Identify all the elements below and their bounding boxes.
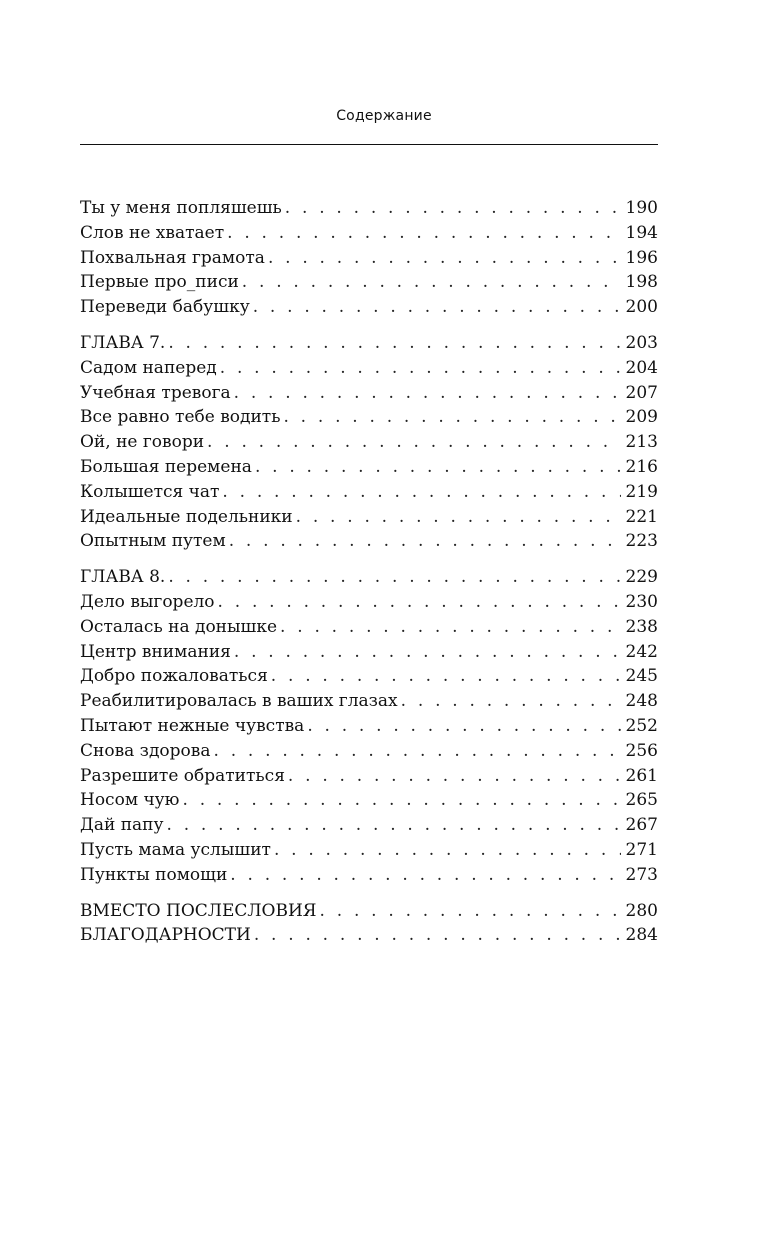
toc-dot-leader	[401, 689, 621, 714]
toc-entry	[80, 529, 658, 554]
toc-entry	[80, 764, 658, 789]
toc-entry-title: Дело выгорело	[80, 591, 215, 612]
toc-entry	[80, 615, 658, 640]
toc-entry-page-number: 198	[625, 272, 658, 293]
toc-entry-page-number: 238	[625, 616, 658, 637]
toc-dot-leader	[274, 838, 621, 863]
toc-entry-title: ВМЕСТО ПОСЛЕСЛОВИЯ	[80, 900, 317, 921]
toc-entry-page-number: 219	[625, 481, 658, 502]
toc-entry	[80, 381, 658, 406]
toc-entry	[80, 664, 658, 689]
toc-entry-title: Идеальные подельники	[80, 506, 293, 527]
toc-dot-leader	[296, 505, 621, 530]
toc-entry-page-number: 284	[625, 925, 658, 946]
toc-dot-leader	[253, 295, 621, 320]
toc-entry-page-number: 271	[625, 839, 658, 860]
toc-entry-title: Снова здорова	[80, 740, 211, 761]
toc-entry	[80, 813, 658, 838]
page-header-title: Содержание	[336, 108, 432, 124]
toc-dot-leader	[168, 331, 621, 356]
toc-entry-title: Садом наперед	[80, 357, 217, 378]
toc-group	[80, 565, 658, 887]
toc-entry-title: Носом чую	[80, 790, 180, 811]
toc-dot-leader	[280, 615, 621, 640]
toc-group	[80, 899, 658, 949]
toc-dot-leader	[285, 196, 621, 221]
toc-entry	[80, 246, 658, 271]
toc-entry-page-number: 261	[625, 765, 658, 786]
toc-entry-page-number: 194	[625, 222, 658, 243]
toc-entry-title: Переведи бабушку	[80, 297, 250, 318]
toc-entry	[80, 739, 658, 764]
toc-entry-page-number: 242	[625, 641, 658, 662]
toc-entry-title: Ой, не говори	[80, 432, 205, 453]
toc-dot-leader	[288, 764, 621, 789]
toc-entry	[80, 295, 658, 320]
toc-entry-page-number: 230	[625, 591, 658, 612]
toc-dot-leader	[307, 714, 621, 739]
toc-entry-title: Пункты помощи	[80, 864, 228, 885]
toc-entry-page-number: 221	[625, 506, 658, 527]
toc-entry	[80, 565, 658, 590]
toc-entry	[80, 899, 658, 924]
toc-entry-page-number: 229	[625, 567, 658, 588]
toc-dot-leader	[283, 405, 621, 430]
toc-entry	[80, 689, 658, 714]
toc-entry	[80, 221, 658, 246]
toc-entry-title: ГЛАВА 8.	[80, 567, 166, 588]
toc-entry	[80, 505, 658, 530]
toc-entry-page-number: 252	[625, 715, 658, 736]
toc-dot-leader	[168, 565, 621, 590]
toc-group	[80, 196, 658, 320]
toc-entry-title: Слов не хватает	[80, 222, 225, 243]
toc-dot-leader	[220, 356, 621, 381]
toc-entry-title: Все равно тебе водить	[80, 407, 281, 428]
toc-entry	[80, 196, 658, 221]
toc-dot-leader	[222, 480, 621, 505]
toc-entry	[80, 863, 658, 888]
toc-dot-leader	[242, 270, 621, 295]
header-divider	[80, 144, 658, 145]
toc-entry-title: Разрешите обратиться	[80, 765, 285, 786]
toc-entry-page-number: 245	[625, 666, 658, 687]
toc-entry	[80, 640, 658, 665]
toc-entry	[80, 480, 658, 505]
toc-dot-leader	[207, 430, 621, 455]
toc-entry	[80, 331, 658, 356]
toc-entry	[80, 270, 658, 295]
toc-dot-leader	[255, 455, 621, 480]
toc-entry-page-number: 204	[625, 357, 658, 378]
toc-dot-leader	[230, 863, 621, 888]
toc-entry-page-number: 273	[625, 864, 658, 885]
toc-entry-title: Ты у меня попляшешь	[80, 198, 282, 218]
toc-entry-page-number: 256	[625, 740, 658, 761]
toc-dot-leader	[271, 664, 621, 689]
toc-entry	[80, 714, 658, 739]
toc-entry-title: ГЛАВА 7.	[80, 332, 166, 353]
toc-entry-title: Дай папу	[80, 815, 164, 836]
toc-entry-page-number: 203	[625, 332, 658, 353]
toc-entry-title: Первые про_писи	[80, 272, 239, 293]
toc-entry-title: Реабилитировалась в ваших глазах	[80, 691, 398, 712]
toc-dot-leader	[268, 246, 621, 271]
toc-dot-leader	[234, 381, 621, 406]
toc-entry-page-number: 265	[625, 790, 658, 811]
toc-entry-page-number: 267	[625, 815, 658, 836]
toc-entry	[80, 923, 658, 948]
toc-entry-page-number: 207	[625, 382, 658, 403]
toc-dot-leader	[213, 739, 621, 764]
toc-group	[80, 331, 658, 554]
toc-entry	[80, 356, 658, 381]
toc-entry-page-number: 200	[625, 297, 658, 318]
toc-entry-page-number: 196	[625, 247, 658, 268]
toc-entry-title: Пусть мама услышит	[80, 839, 271, 860]
toc-entry-title: Похвальная грамота	[80, 247, 265, 268]
toc-dot-leader	[254, 923, 621, 948]
toc-dot-leader	[218, 590, 621, 615]
toc-entry	[80, 405, 658, 430]
toc-entry-page-number: 190	[625, 198, 658, 218]
table-of-contents	[80, 196, 658, 959]
toc-entry-title: Центр внимания	[80, 641, 231, 662]
toc-entry	[80, 430, 658, 455]
toc-dot-leader	[320, 899, 621, 924]
toc-entry-title: Большая перемена	[80, 456, 252, 477]
toc-entry-title: Колышется чат	[80, 481, 220, 502]
toc-entry-title: Осталась на донышке	[80, 616, 278, 637]
toc-dot-leader	[227, 221, 621, 246]
toc-entry-page-number: 280	[625, 900, 658, 921]
toc-entry-title: Учебная тревога	[80, 382, 231, 403]
toc-entry-page-number: 216	[625, 456, 658, 477]
toc-entry-title: Опытным путем	[80, 531, 226, 552]
toc-entry-page-number: 209	[625, 407, 658, 428]
toc-entry-page-number: 213	[625, 432, 658, 453]
toc-entry-page-number: 223	[625, 531, 658, 552]
toc-entry	[80, 788, 658, 813]
toc-dot-leader	[234, 640, 621, 665]
toc-entry	[80, 455, 658, 480]
toc-entry-title: БЛАГОДАРНОСТИ	[80, 925, 251, 946]
toc-entry-title: Добро пожаловаться	[80, 666, 268, 687]
toc-dot-leader	[167, 813, 622, 838]
toc-entry-title: Пытают нежные чувства	[80, 715, 305, 736]
toc-entry-page-number: 248	[625, 691, 658, 712]
toc-entry	[80, 838, 658, 863]
toc-dot-leader	[183, 788, 622, 813]
toc-entry	[80, 590, 658, 615]
toc-dot-leader	[229, 529, 621, 554]
